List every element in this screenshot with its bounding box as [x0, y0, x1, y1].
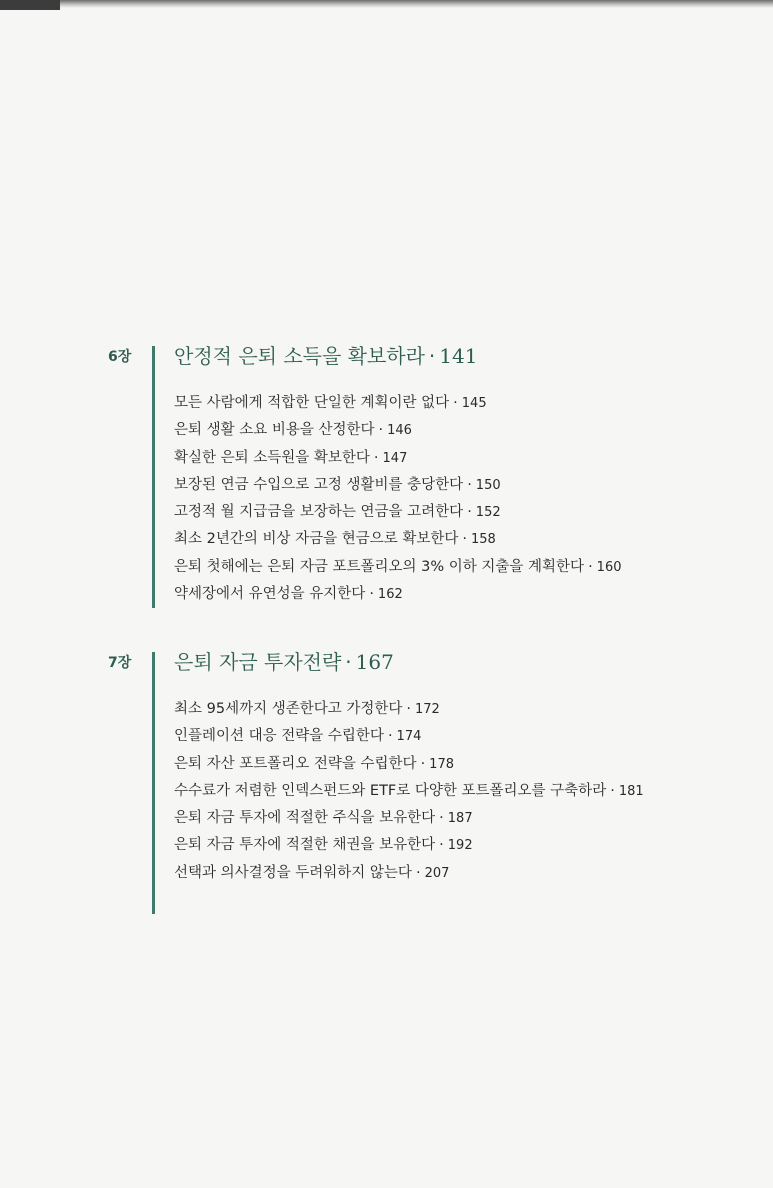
toc-item-page: 162 — [377, 587, 403, 603]
toc-item-text: 은퇴 첫해에는 은퇴 자금 포트폴리오의 3% 이하 지출을 계획한다 — [174, 558, 585, 575]
toc-item-page: 178 — [429, 756, 454, 772]
separator-dot: · — [369, 586, 374, 603]
toc-item — [174, 723, 674, 750]
toc-item — [174, 860, 674, 887]
toc-item — [174, 554, 674, 581]
toc-item-page: 152 — [475, 505, 501, 521]
toc-item-text: 수수료가 저렴한 인덱스펀드와 ETF로 다양한 포트폴리오를 구축하라 — [174, 782, 607, 799]
separator-dot: · — [428, 344, 436, 368]
toc-item-page: 174 — [396, 729, 422, 745]
toc-item — [174, 751, 674, 778]
toc-item-text: 모든 사람에게 적합한 단일한 계획이란 없다 — [174, 395, 450, 411]
toc-item — [174, 581, 674, 608]
toc-item-text: 보장된 연금 수입으로 고정 생활비를 충당한다 — [174, 476, 464, 493]
separator-dot: · — [415, 864, 421, 881]
toc-item — [174, 499, 674, 526]
toc-item — [174, 832, 674, 859]
chapter-divider-bar — [152, 652, 155, 914]
chapter-divider-bar — [152, 346, 155, 608]
chapter-title — [174, 646, 394, 675]
toc-item-text: 약세장에서 유연성을 유지한다 — [174, 586, 366, 603]
toc-item-page: 160 — [596, 559, 622, 575]
separator-dot: · — [387, 728, 393, 745]
toc-item-text: 은퇴 자금 투자에 적절한 채권을 보유한다 — [174, 837, 436, 854]
separator-dot: · — [467, 476, 472, 493]
toc-item — [174, 472, 674, 499]
separator-dot: · — [610, 782, 615, 799]
toc-item-page: 172 — [414, 702, 440, 717]
chapter-title — [174, 340, 477, 369]
separator-dot: · — [453, 395, 458, 411]
separator-dot: · — [345, 650, 352, 674]
toc-item — [174, 696, 674, 723]
toc-item-page: 181 — [618, 783, 644, 799]
toc-item — [174, 778, 674, 805]
toc-item-page: 158 — [471, 532, 496, 548]
toc-item — [174, 445, 674, 472]
chapter-number: 7장 — [108, 655, 132, 671]
separator-dot: · — [420, 755, 426, 772]
toc-item — [174, 390, 674, 417]
separator-dot: · — [462, 531, 468, 548]
toc-item-page: 207 — [424, 865, 450, 881]
toc-item-text: 은퇴 자금 투자에 적절한 주식을 보유한다 — [174, 810, 436, 827]
toc-item-text: 은퇴 생활 소요 비용을 산정한다 — [174, 422, 375, 439]
toc-item-page: 187 — [447, 811, 473, 827]
chapter-page-number: 141 — [439, 344, 478, 368]
toc-item-text: 최소 2년간의 비상 자금을 현금으로 확보한다 — [174, 531, 459, 548]
separator-dot: · — [467, 504, 472, 521]
toc-item-text: 최소 95세까지 생존한다고 가정한다 — [174, 701, 403, 717]
toc-item-page: 192 — [447, 838, 473, 854]
page-corner-shadow — [0, 0, 60, 10]
page-top-edge — [0, 0, 773, 8]
separator-dot: · — [373, 449, 379, 466]
toc-item-page: 146 — [387, 423, 412, 439]
toc-item-text: 고정적 월 지급금을 보장하는 연금을 고려한다 — [174, 504, 464, 521]
chapter-title-text: 안정적 은퇴 소득을 확보하라 — [174, 344, 425, 368]
toc-item — [174, 526, 674, 553]
section-list — [174, 696, 674, 887]
toc-item-page: 145 — [461, 396, 487, 411]
chapter-number: 6장 — [108, 349, 132, 365]
toc-item-text: 확실한 은퇴 소득원을 확보한다 — [174, 449, 370, 466]
toc-item-page: 150 — [475, 477, 501, 493]
toc-item-text: 선택과 의사결정을 두려워하지 않는다 — [174, 864, 412, 881]
toc-item-page: 147 — [382, 450, 408, 466]
chapter-page-number: 167 — [355, 650, 394, 674]
section-list — [174, 390, 674, 608]
separator-dot: · — [406, 701, 411, 717]
chapter-title-text: 은퇴 자금 투자전략 — [174, 650, 342, 674]
separator-dot: · — [439, 837, 444, 854]
toc-item-text: 인플레이션 대응 전략을 수립한다 — [174, 728, 384, 745]
separator-dot: · — [588, 558, 593, 575]
separator-dot: · — [439, 810, 444, 827]
separator-dot: · — [378, 422, 384, 439]
toc-item — [174, 805, 674, 832]
toc-item-text: 은퇴 자산 포트폴리오 전략을 수립한다 — [174, 755, 417, 772]
toc-item — [174, 417, 674, 444]
